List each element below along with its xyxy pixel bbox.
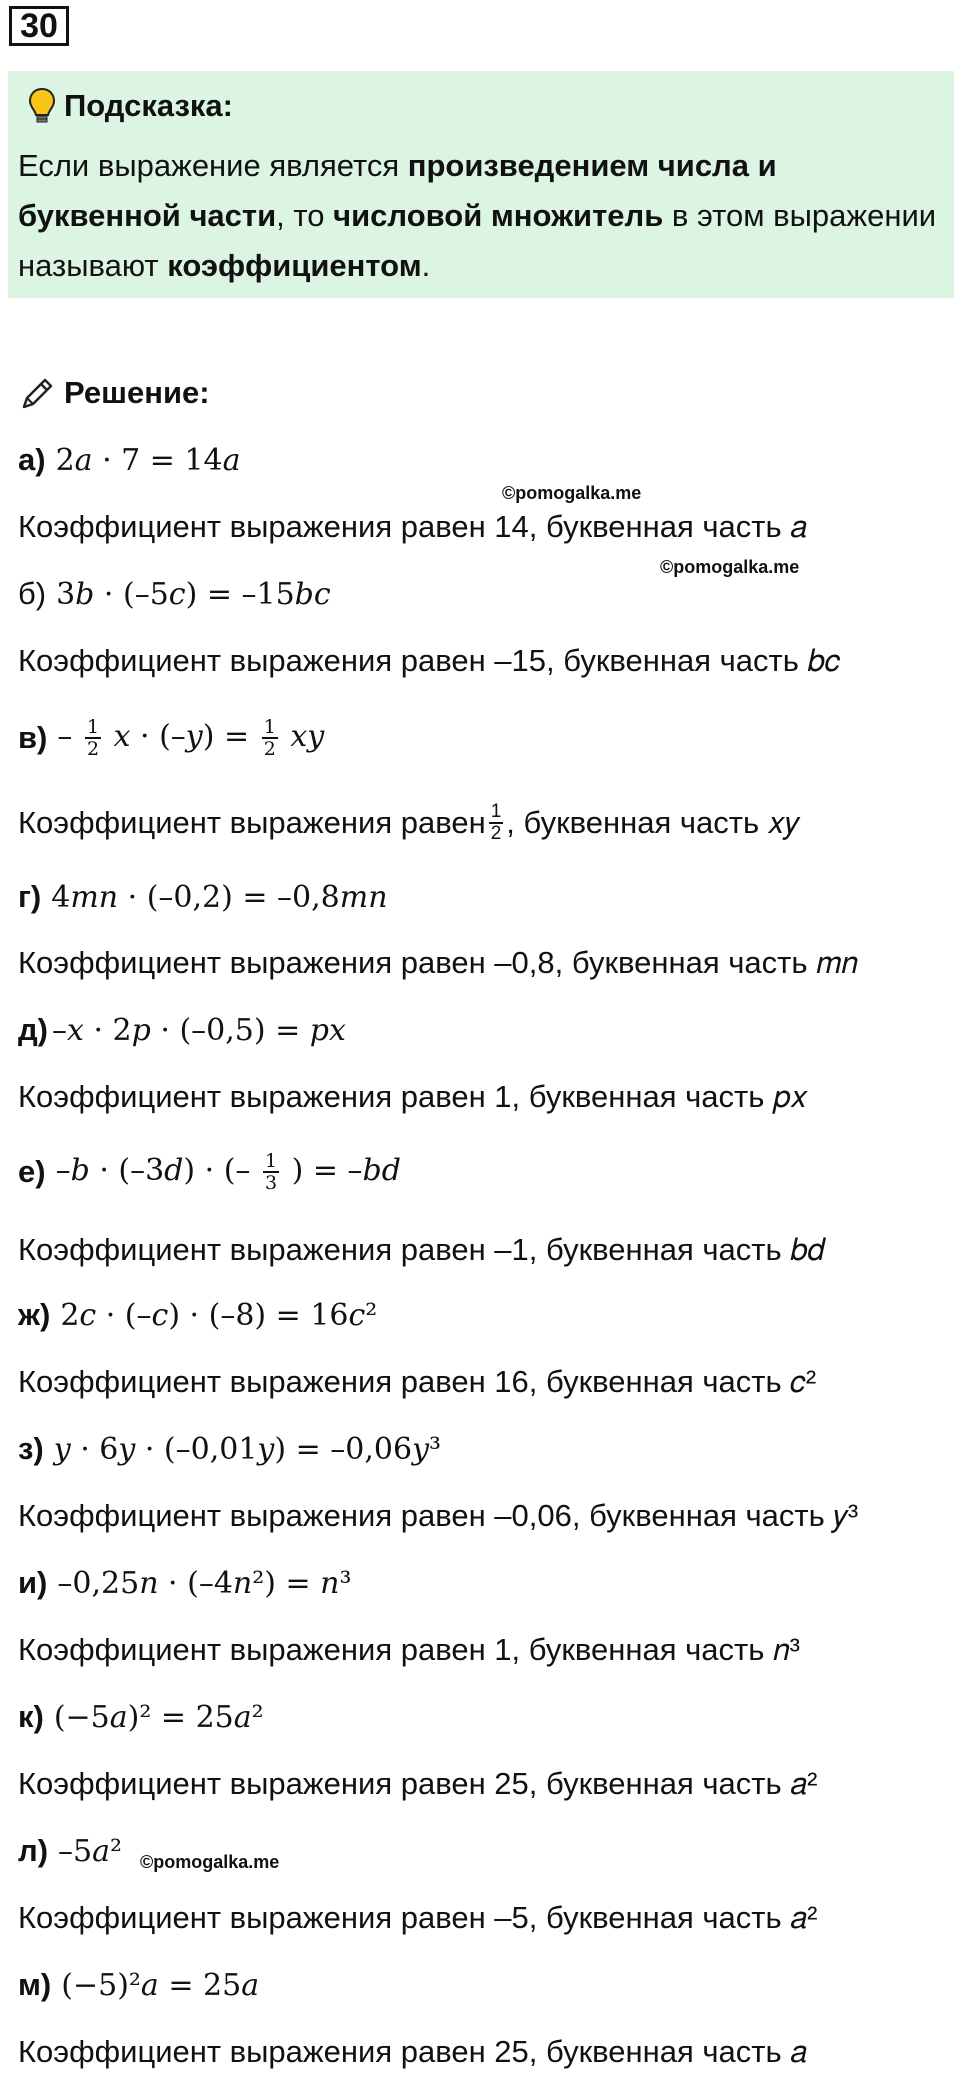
item-d-expression (18, 1005, 346, 1055)
hint-text-part: , то (276, 198, 334, 233)
denominator: 3 (264, 1172, 278, 1194)
item-g-expression (18, 872, 388, 922)
item-m-expression (18, 1960, 259, 2010)
item-e-answer (18, 1225, 826, 1275)
numerator: 1 (264, 1150, 278, 1172)
hint-header (28, 81, 233, 131)
fraction (263, 1151, 279, 1193)
hint-text-part: Если выражение является (18, 148, 408, 183)
item-label: к) (18, 1699, 44, 1734)
hint-box (8, 71, 954, 298)
item-answer: Коэффициент выражения равен (18, 805, 486, 840)
hint-text (18, 141, 938, 291)
item-label: з) (18, 1431, 44, 1466)
item-v-answer (18, 795, 799, 851)
item-expression: 4𝑚𝑛 · (–0,2) = –0,8𝑚𝑛 (51, 879, 388, 915)
item-label: б) (18, 576, 47, 611)
item-expression: 2𝑎 · 7 = 14𝑎 (55, 442, 241, 478)
item-expression: 2𝑐 · (–𝑐) · (–8) = 16𝑐² (60, 1297, 378, 1333)
item-k-answer (18, 1759, 817, 1809)
hint-text-bold: коэффициентом (167, 248, 422, 283)
item-expression (56, 1151, 401, 1193)
solution-title: Решение: (64, 375, 210, 410)
task-number: 30 (9, 6, 69, 46)
hint-text-bold: числовой множитель (333, 198, 664, 233)
item-label: г) (18, 879, 42, 914)
item-b-expression (18, 569, 331, 619)
item-answer: Коэффициент выражения равен 25, буквенная часть 𝑎 (18, 2033, 808, 2069)
item-i-expression (18, 1558, 352, 1608)
item-expression: (−5𝑎)² = 25𝑎² (53, 1699, 264, 1735)
item-expression: –𝑥 · 2𝑝 · (–0,5) = 𝑝𝑥 (52, 1012, 346, 1048)
solution-header (20, 370, 210, 416)
item-zh-expression (18, 1290, 377, 1340)
item-g-answer (18, 938, 858, 988)
item-expression: (−5)²𝑎 = 25𝑎 (61, 1967, 260, 2003)
item-label: м) (18, 1967, 52, 2002)
expr-part: –𝑏 · (–3𝑑) · (– (55, 1153, 251, 1188)
watermark: ©pomogalka.me (140, 1852, 280, 1872)
pencil-icon (20, 375, 56, 411)
denominator: 2 (86, 738, 100, 760)
item-d-answer (18, 1072, 808, 1122)
item-a-expression (18, 435, 241, 485)
item-label: в) (18, 720, 48, 755)
item-m-answer (18, 2027, 807, 2077)
item-l-answer (18, 1893, 817, 1943)
item-label: л) (18, 1833, 49, 1868)
item-k-expression (18, 1692, 264, 1742)
fraction (262, 717, 278, 759)
expr-part: 𝑥 · (–𝑦) = (113, 719, 250, 754)
item-label: ж) (18, 1297, 51, 1332)
denominator: 2 (263, 738, 276, 760)
item-expression: 3𝑏 · (–5𝑐) = –15𝑏𝑐 (56, 576, 331, 612)
item-answer: Коэффициент выражения равен 1, буквенная часть 𝑛³ (18, 1631, 800, 1667)
expr-part: – (57, 719, 73, 754)
hint-text-part: в этом выражении называют (18, 198, 937, 283)
item-z-expression (18, 1424, 441, 1474)
item-label: д) (18, 1012, 49, 1047)
hint-title: Подсказка: (64, 88, 233, 123)
numerator: 1 (86, 716, 100, 738)
numerator: 1 (490, 801, 502, 822)
hint-text-part: . (421, 248, 431, 283)
item-zh-answer (18, 1357, 816, 1407)
item-answer: Коэффициент выражения равен –5, буквенная часть 𝑎² (18, 1899, 818, 1935)
item-expression: –0,25𝑛 · (–4𝑛²) = 𝑛³ (57, 1565, 352, 1601)
numerator: 1 (263, 716, 276, 738)
expr-part: 𝑥𝑦 (290, 719, 325, 754)
item-l-expression (18, 1826, 122, 1876)
item-answer: Коэффициент выражения равен 16, буквенная часть 𝑐² (18, 1363, 817, 1399)
item-expression (57, 717, 324, 759)
item-answer: Коэффициент выражения равен 25, буквенная часть 𝑎² (18, 1765, 818, 1801)
expr-part: ) = –𝑏𝑑 (291, 1153, 401, 1188)
item-v-expression (18, 710, 324, 766)
item-label: е) (18, 1154, 46, 1189)
item-expression: 𝑦 · 6𝑦 · (–0,01𝑦) = –0,06𝑦³ (53, 1431, 442, 1467)
item-b-answer (18, 636, 841, 686)
item-answer: Коэффициент выражения равен 1, буквенная часть 𝑝𝑥 (18, 1078, 808, 1114)
denominator: 2 (490, 823, 502, 844)
item-label: и) (18, 1565, 48, 1600)
item-answer: , буквенная часть 𝑥𝑦 (506, 804, 800, 840)
item-answer: Коэффициент выражения равен –15, буквенная часть 𝑏𝑐 (18, 642, 841, 678)
fraction (85, 717, 101, 759)
item-label: а) (18, 442, 46, 477)
item-answer: Коэффициент выражения равен –1, буквенная часть 𝑏𝑑 (18, 1231, 826, 1267)
item-answer: Коэффициент выражения равен –0,8, буквенная часть 𝑚𝑛 (18, 944, 858, 980)
fraction (489, 802, 504, 844)
item-a-answer (18, 502, 807, 552)
item-answer: Коэффициент выражения равен 14, буквенная часть 𝑎 (18, 508, 808, 544)
item-answer: Коэффициент выражения равен –0,06, буквенная часть 𝑦³ (18, 1497, 859, 1533)
item-expression: –5𝑎² (58, 1833, 123, 1869)
item-z-answer (18, 1491, 858, 1541)
lightbulb-icon (28, 87, 56, 125)
item-i-answer (18, 1625, 800, 1675)
hint-text-bold: произведением числа и буквенной части (18, 148, 777, 233)
watermark: ©pomogalka.me (660, 557, 800, 577)
item-e-expression (18, 1144, 401, 1200)
watermark: ©pomogalka.me (502, 483, 642, 503)
